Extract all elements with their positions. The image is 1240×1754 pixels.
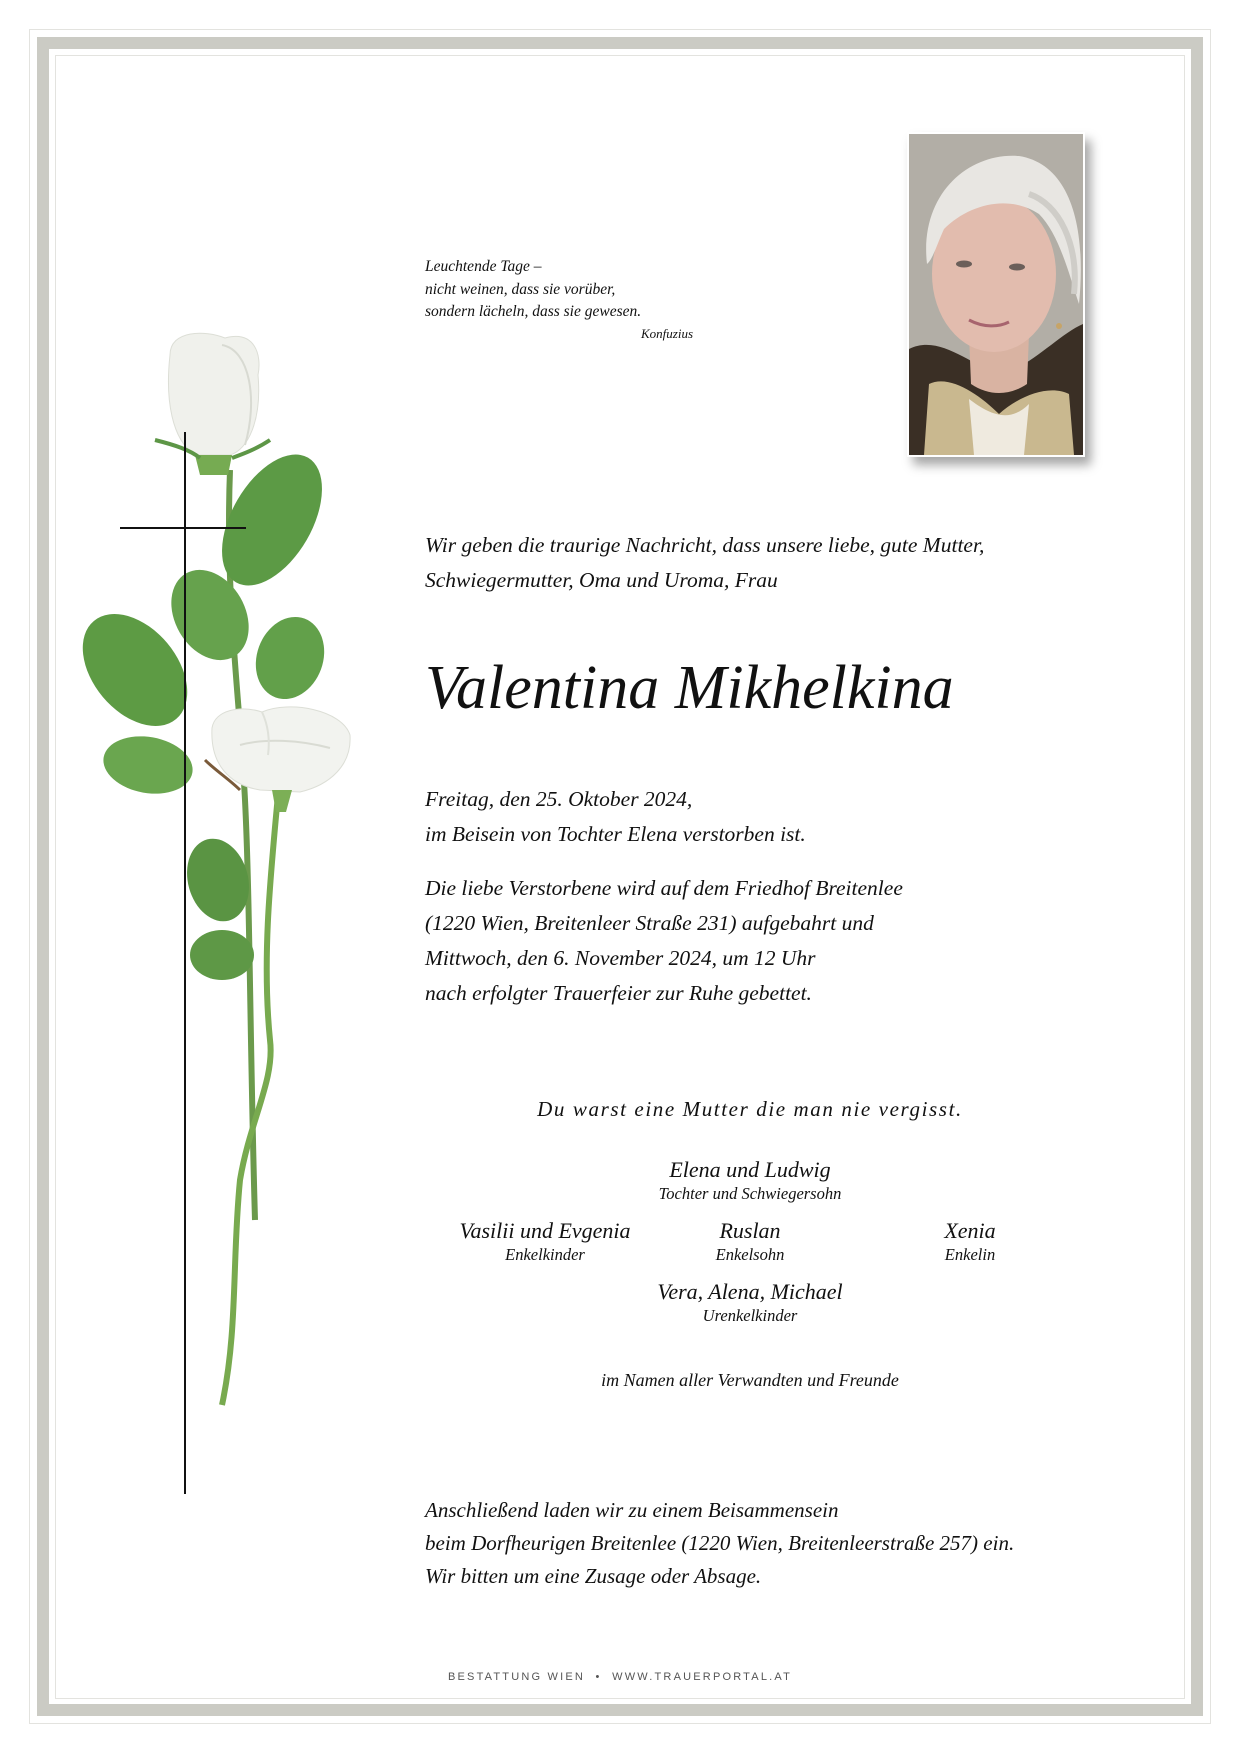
intro-line: Wir geben die traurige Nachricht, dass unsere liebe, gute Mutter,: [425, 533, 985, 557]
quote-line: Leuchtende Tage –: [425, 258, 542, 275]
family-entry: [660, 1218, 840, 1266]
motto: Du warst eine Mutter die man nie vergisst.: [537, 1097, 963, 1121]
family-entry: [420, 1218, 670, 1266]
gathering-line: Anschließend laden wir zu einem Beisammensein: [425, 1498, 839, 1522]
family-relation: Enkelin: [944, 1245, 996, 1264]
funeral-line: Die liebe Verstorbene wird auf dem Friedhof Breitenlee: [425, 876, 903, 900]
family-name: Vera, Alena, Michael: [657, 1279, 843, 1304]
intro-line: Schwiegermutter, Oma und Uroma, Frau: [425, 568, 778, 592]
funeral-info: [425, 871, 903, 1011]
death-date: Freitag, den 25. Oktober 2024,: [425, 787, 693, 811]
funeral-line: (1220 Wien, Breitenleer Straße 231) aufgebahrt und: [425, 911, 874, 935]
quote-block: [425, 256, 693, 344]
family-relation: Tochter und Schwiegersohn: [658, 1184, 842, 1203]
family-relation: Enkelkinder: [505, 1245, 585, 1264]
quote-line: sondern lächeln, dass sie gewesen.: [425, 303, 642, 320]
gathering-invitation: [425, 1494, 1014, 1593]
death-info: [425, 782, 806, 852]
cross-horizontal-line: [120, 527, 246, 529]
white-rose-illustration: [80, 330, 380, 1430]
quote-author: Konfuzius: [640, 325, 693, 341]
family-name: Vasilii und Evgenia: [459, 1218, 631, 1243]
family-entry: [900, 1218, 1040, 1266]
portrait-photo: [907, 132, 1085, 457]
announcement-intro: [425, 528, 984, 598]
family-name: Elena und Ludwig: [669, 1157, 831, 1182]
family-name: Ruslan: [719, 1218, 781, 1243]
footer-credit: BESTATTUNG WIEN • WWW.TRAUERPORTAL.AT: [447, 1671, 793, 1683]
family-entry: [560, 1157, 940, 1205]
family-entry: [560, 1279, 940, 1327]
gathering-line: Wir bitten um eine Zusage oder Absage.: [425, 1564, 762, 1588]
on-behalf-line: im Namen aller Verwandten und Freunde: [601, 1370, 899, 1390]
quote-line: nicht weinen, dass sie vorüber,: [425, 280, 616, 298]
deceased-name: Valentina Mikhelkina: [425, 654, 954, 722]
portrait-image: [909, 134, 1083, 455]
funeral-line: Mittwoch, den 6. November 2024, um 12 Uhr: [425, 946, 816, 970]
cross-vertical-line: [184, 432, 186, 1494]
funeral-line: nach erfolgter Trauerfeier zur Ruhe gebettet.: [425, 981, 812, 1005]
family-name: Xenia: [944, 1218, 996, 1243]
death-circumstance: im Beisein von Tochter Elena verstorben ist.: [425, 822, 806, 846]
family-relation: Urenkelkinder: [702, 1306, 798, 1325]
gathering-line: beim Dorfheurigen Breitenlee (1220 Wien, Breitenleerstraße 257) ein.: [425, 1531, 1015, 1555]
family-relation: Enkelsohn: [715, 1245, 785, 1264]
